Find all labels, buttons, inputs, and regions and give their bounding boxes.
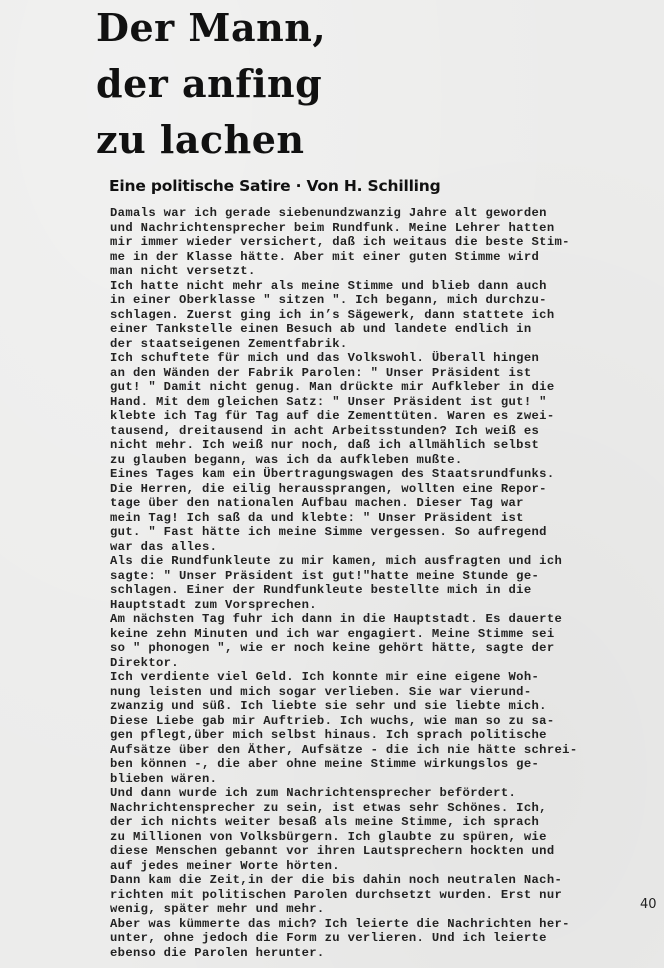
body-line: zu glauben begann, was ich da aufkleben mußte. xyxy=(110,452,463,467)
body-line: richten mit politischen Parolen durchsetzt wurden. Erst nur xyxy=(110,887,563,902)
body-line: Am nächsten Tag fuhr ich dann in die Hauptstadt. Es dauerte xyxy=(110,612,563,626)
body-line: gut. " Fast hätte ich meine Simme vergessen. So aufregend xyxy=(110,525,547,539)
body-line: Ich verdiente viel Geld. Ich konnte mir eine eigene Woh- xyxy=(110,670,540,684)
article-body xyxy=(110,206,578,960)
article-title xyxy=(96,0,326,168)
body-line: Und dann wurde ich zum Nachrichtensprecher befördert. xyxy=(110,786,517,800)
body-line: einer Tankstelle einen Besuch ab und landete endlich in xyxy=(110,322,532,336)
body-line: diese Menschen gebannt vor ihren Lautsprechern hockten und xyxy=(110,844,555,858)
body-line: Aber was kümmerte das mich? Ich leierte die Nachrichten her- xyxy=(110,916,570,931)
body-line: man nicht versetzt. xyxy=(110,264,256,278)
body-line: schlagen. Zuerst ging ich in’s Sägewerk, dann stattete ich xyxy=(110,307,555,322)
title-line: Der Mann, xyxy=(96,5,327,50)
body-line: Hand. Mit dem gleichen Satz: " Unser Präsident ist gut! " xyxy=(110,394,547,409)
body-line: blieben wären. xyxy=(110,771,218,786)
body-line: ben können -, die aber ohne meine Stimme wirkungslos ge- xyxy=(110,757,540,771)
body-line: tausend, dreitausend in acht Arbeitsstunden? Ich weiß es xyxy=(110,423,540,438)
body-line: Damals war ich gerade siebenundzwanzig Jahre alt geworden xyxy=(110,206,547,220)
body-line: sagte: " Unser Präsident ist gut!"hatte meine Stunde ge- xyxy=(110,568,540,583)
body-line: in einer Oberklasse " sitzen ". Ich begann, mich durchzu- xyxy=(110,293,547,307)
body-line: Dann kam die Zeit,in der die bis dahin noch neutralen Nach- xyxy=(110,873,563,887)
page-number: 40 xyxy=(640,897,657,912)
body-line: nung leisten und mich sogar verlieben. Sie war vierund- xyxy=(110,684,532,699)
body-line: mein Tag! Ich saß da und klebte: " Unser Präsident ist xyxy=(110,510,524,525)
body-line: Direktor. xyxy=(110,655,179,670)
body-line: Aufsätze über den Äther, Aufsätze - die ich nie hätte schrei- xyxy=(110,742,578,757)
body-line: tage über den nationalen Aufbau machen. Dieser Tag war xyxy=(110,496,524,510)
body-line: Hauptstadt zum Vorsprechen. xyxy=(110,597,317,612)
body-line: gut! " Damit nicht genug. Man drückte mir Aufkleber in die xyxy=(110,380,555,394)
body-line: Eines Tages kam ein Übertragungswagen des Staatsrundfunks. xyxy=(110,467,555,481)
body-line: me in der Klasse hätte. Aber mit einer guten Stimme wird xyxy=(110,249,540,264)
body-line: unter, ohne jedoch die Form zu verlieren. Und ich leierte xyxy=(110,931,547,945)
body-line: Diese Liebe gab mir Auftrieb. Ich wuchs, wie man so zu sa- xyxy=(110,713,555,728)
body-line: mir immer wieder versichert, daß ich weitaus die beste Stim- xyxy=(110,235,570,249)
body-line: nicht mehr. Ich weiß nur noch, daß ich allmählich selbst xyxy=(110,438,540,452)
body-line: war das alles. xyxy=(110,539,218,554)
body-line: Ich schuftete für mich und das Volkswohl. Überall hingen xyxy=(110,351,540,365)
body-line: der ich nichts weiter besaß als meine Stimme, ich sprach xyxy=(110,815,540,829)
body-line: Nachrichtensprecher zu sein, ist etwas sehr Schönes. Ich, xyxy=(110,800,547,815)
body-line: klebte ich Tag für Tag auf die Zementtüten. Waren es zwei- xyxy=(110,409,555,423)
body-line: und Nachrichtensprecher beim Rundfunk. Meine Lehrer hatten xyxy=(110,220,555,235)
body-line: Die Herren, die eilig heraussprangen, wollten eine Repor- xyxy=(110,481,547,496)
body-line: auf jedes meiner Worte hörten. xyxy=(110,858,340,873)
body-line: an den Wänden der Fabrik Parolen: " Unser Präsident ist xyxy=(110,365,532,380)
body-line: der staatseigenen Zementfabrik. xyxy=(110,336,348,351)
title-line: der anfing xyxy=(96,61,323,106)
body-line: so " phonogen ", wie er noch keine gehört hätte, sagte der xyxy=(110,641,555,655)
body-line: Ich hatte nicht mehr als meine Stimme und blieb dann auch xyxy=(110,278,547,293)
body-line: wenig, später mehr und mehr. xyxy=(110,902,325,916)
body-line: gen pflegt,über mich selbst hinaus. Ich sprach politische xyxy=(110,728,547,742)
body-line: keine zehn Minuten und ich war engagiert. Meine Stimme sei xyxy=(110,626,555,641)
title-line: zu lachen xyxy=(96,117,305,162)
body-line: ebenso die Parolen herunter. xyxy=(110,945,325,960)
article-subtitle: Eine politische Satire · Von H. Schilling xyxy=(109,177,441,195)
body-line: schlagen. Einer der Rundfunkleute bestellte mich in die xyxy=(110,583,532,597)
body-line: zwanzig und süß. Ich liebte sie sehr und sie liebte mich. xyxy=(110,699,547,713)
body-line: zu Millionen von Volksbürgern. Ich glaubte zu spüren, wie xyxy=(110,829,547,844)
body-line: Als die Rundfunkleute zu mir kamen, mich ausfragten und ich xyxy=(110,554,563,568)
